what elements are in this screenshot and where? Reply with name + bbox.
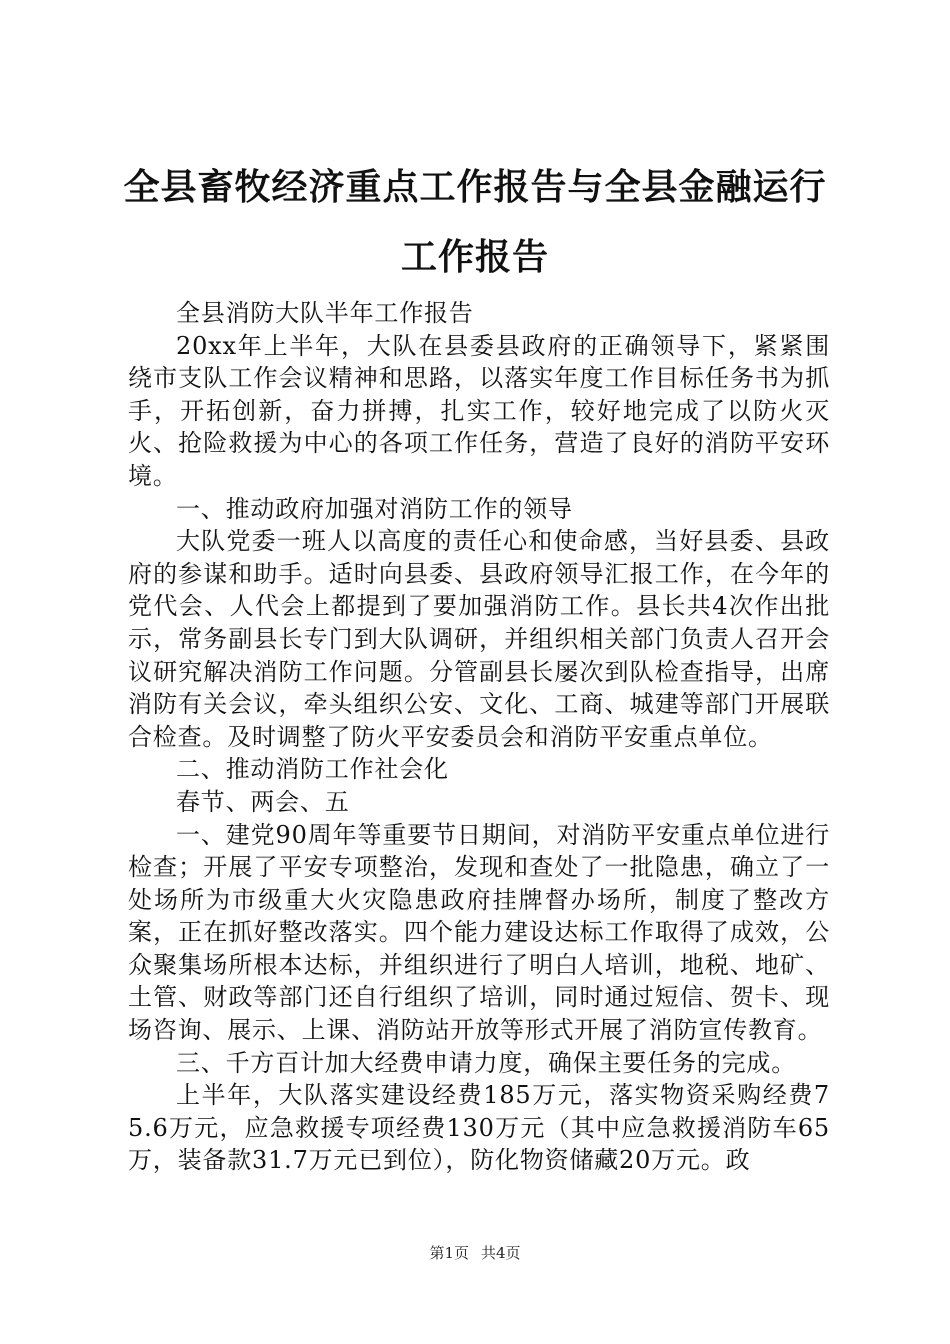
section-1-paragraph: 大队党委一班人以高度的责任心和使命感，当好县委、县政府的参谋和助手。适时向县委、县政府领导汇报工作，在今年的党代会、人代会上都提到了要加强消防工作。县长共4次作出批示，常务副县长专门到大队调研，并组织相关部门负责人召开会议研究解决消防工作问题。分管副县长屡次到队检查指导，出席消防有关会议，牵头组织公安、文化、工商、城建等部门开展联合检查。及时调整了防火平安委员会和消防平安重点单位。 [128,527,830,751]
section-2-fragment: 春节、两会、五 [176,787,350,816]
document-title: 全县畜牧经济重点工作报告与全县金融运行工作报告 [123,166,827,278]
section-heading-3: 三、千方百计加大经费申请力度，确保主要任务的完成。 [176,1048,796,1077]
report-subtitle: 全县消防大队半年工作报告 [176,299,474,327]
page-number: 第1页 [429,1244,469,1262]
document-body [128,297,830,1177]
section-heading-1: 一、推动政府加强对消防工作的领导 [176,494,573,523]
section-3-paragraph: 上半年，大队落实建设经费185万元，落实物资采购经费75.6万元，应急救援专项经费130万元（其中应急救援消防车65万，装备款31.7万元已到位），防化物资储藏20万元。政 [128,1081,830,1175]
section-heading-2: 二、推动消防工作社会化 [176,755,449,784]
page-footer [0,1243,950,1263]
intro-paragraph: 20xx年上半年，大队在县委县政府的正确领导下，紧紧围绕市支队工作会议精神和思路，以落实年度工作目标任务书为抓手，开拓创新，奋力拼搏，扎实工作，较好地完成了以防火灭火、抢险救援为中心的各项工作任务，营造了良好的消防平安环境。 [128,331,830,490]
section-2-paragraph: 一、建党90周年等重要节日期间，对消防平安重点单位进行检查；开展了平安专项整治，发现和查处了一批隐患，确立了一处场所为市级重大火灾隐患政府挂牌督办场所，制度了整改方案，正在抓好整改落实。四个能力建设达标工作取得了成效，公众聚集场所根本达标，并组织进行了明白人培训，地税、地矿、土管、财政等部门还自行组织了培训，同时通过短信、贺卡、现场咨询、展示、上课、消防站开放等形式开展了消防宣传教育。 [128,820,830,1045]
page-total: 共4页 [481,1244,521,1262]
